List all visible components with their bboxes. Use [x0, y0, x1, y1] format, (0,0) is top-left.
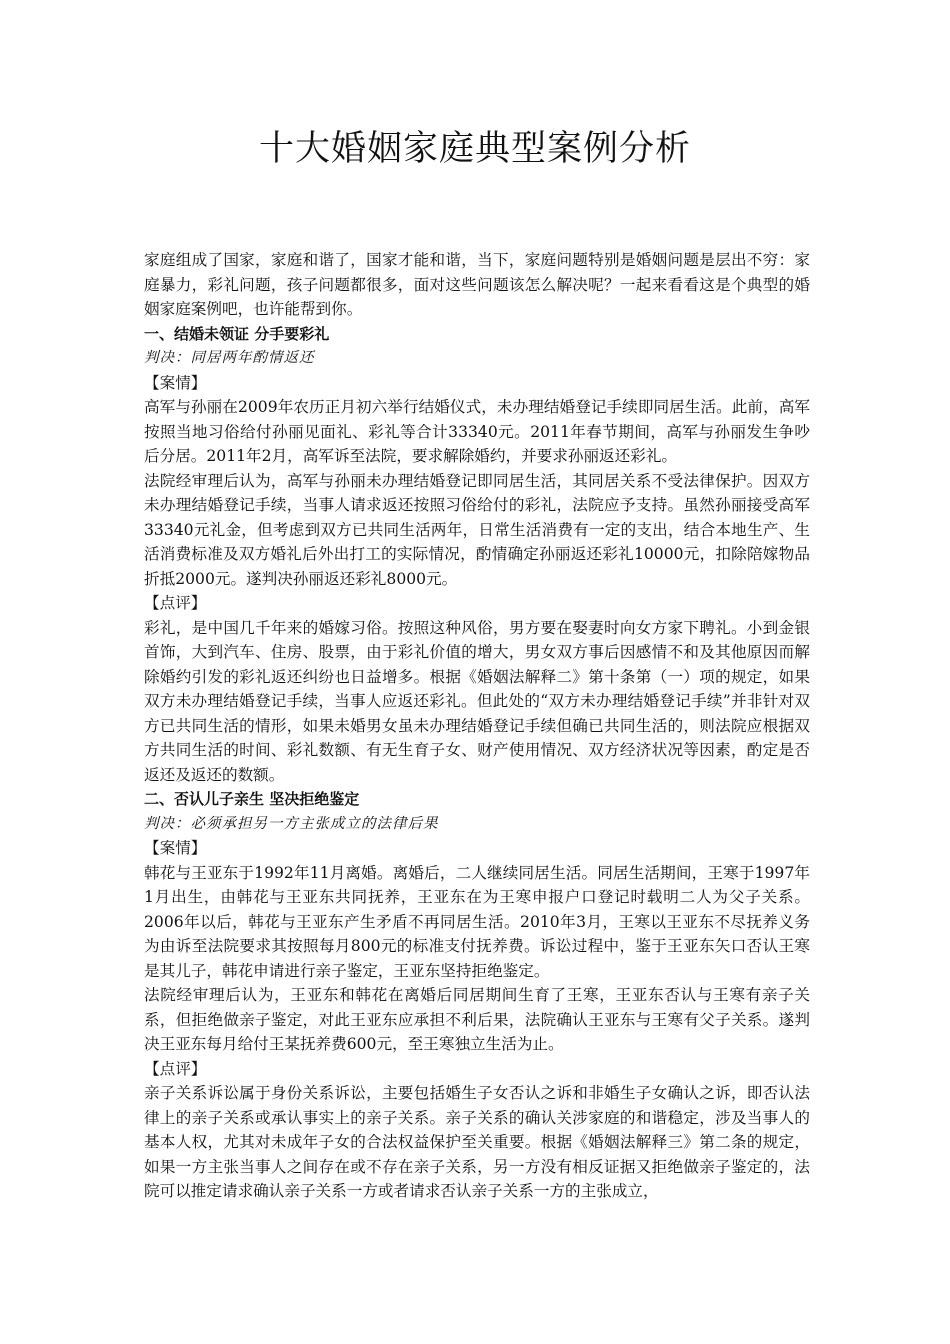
case-1-facts-label: 【案情】: [144, 373, 207, 392]
case-1-heading: 一、结婚未领证 分手要彩礼: [144, 324, 330, 343]
case-2-facts-paragraph-2: 法院经审理后认为，王亚东和韩花在离婚后同居期间生育了王寒，王亚东否认与王寒有亲子关系，但拒绝做亲子鉴定，对此王亚东应承担不利后果，法院确认王亚东与王寒有父子关系。遂判决王亚东每月给付王某抚养费600元，至王寒独立生活为止。: [144, 986, 810, 1053]
case-2-comment-label: 【点评】: [144, 1059, 207, 1078]
case-2-facts-paragraph-1: 韩花与王亚东于1992年11月离婚。离婚后，二人继续同居生活。同居生活期间，王寒于1997年1月出生，由韩花与王亚东共同抚养，王亚东在为王寒申报户口登记时载明二人为父子关系。2006年以后，韩花与王亚东产生矛盾不再同居生活。2010年3月，王寒以王亚东不尽抚养义务为由诉至法院要求其按照每月800元的标准支付抚养费。诉讼过程中，鉴于王亚东矢口否认王寒是其儿子，韩花申请进行亲子鉴定，王亚东坚持拒绝鉴定。: [144, 863, 810, 980]
case-1-verdict: 判决：同居两年酌情返还: [144, 350, 315, 366]
case-1-comment-label: 【点评】: [144, 594, 207, 612]
case-2-facts-label: 【案情】: [144, 839, 207, 857]
case-2-verdict: 判决：必须承担另一方主张成立的法律后果: [144, 815, 439, 832]
case-1-comment-paragraph: 彩礼，是中国几千年来的婚嫁习俗。按照这种风俗，男方要在娶妻时向女方家下聘礼。小到金银首饰，大到汽车、住房、股票，由于彩礼价值的增大，男女双方事后因感情不和及其他原因而解除婚约引发的彩礼返还纠纷也日益增多。根据《婚姻法解释二》第十条第（一）项的规定，如果双方未办理结婚登记手续，当事人应返还彩礼。但此处的“双方未办理结婚登记手续”并非针对双方已共同生活的情形，如果未婚男女虽未办理结婚登记手续但确已共同生活的，则法院应根据双方共同生活的时间、彩礼数额、有无生育子女、财产使用情况、双方经济状况等因素，酌定是否返还及返还的数额。: [144, 618, 810, 784]
intro-paragraph: 家庭组成了国家，家庭和谐了，国家才能和谐，当下，家庭问题特别是婚姻问题是层出不穷：家庭暴力，彩礼问题，孩子问题都很多，面对这些问题该怎么解决呢？一起来看看这是个典型的婚姻家庭案例吧，也许能帮到你。: [144, 251, 810, 318]
case-1-facts-paragraph-2: 法院经审理后认为，高军与孙丽未办理结婚登记即同居生活，其同居关系不受法律保护。因双方未办理结婚登记手续，当事人请求返还按照习俗给付的彩礼，法院应予支持。虽然孙丽接受高军33340元礼金，但考虑到双方已共同生活两年，日常生活消费有一定的支出，结合本地生产、生活消费标准及双方婚礼后外出打工的实际情况，酌情确定孙丽返还彩礼10000元，扣除陪嫁物品折抵2000元。遂判决孙丽返还彩礼8000元。: [144, 471, 810, 588]
case-2-heading: 二、否认儿子亲生 坚决拒绝鉴定: [144, 790, 360, 808]
case-2-comment-paragraph: 亲子关系诉讼属于身份关系诉讼，主要包括婚生子女否认之诉和非婚生子女确认之诉，即否认法律上的亲子关系或承认事实上的亲子关系。亲子关系的确认关涉家庭的和谐稳定，涉及当事人的基本人权，尤其对未成年子女的合法权益保护至关重要。根据《婚姻法解释三》第二条的规定，如果一方主张当事人之间存在或不存在亲子关系，另一方没有相反证据又拒绝做亲子鉴定的，法院可以推定请求确认亲子关系一方或者请求否认亲子关系一方的主张成立，: [144, 1084, 810, 1200]
case-1-facts-paragraph-1: 高军与孙丽在2009年农历正月初六举行结婚仪式，未办理结婚登记手续即同居生活。此前，高军按照当地习俗给付孙丽见面礼、彩礼等合计33340元。2011年春节期间，高军与孙丽发生争吵后分居。2011年2月，高军诉至法院，要求解除婚约，并要求孙丽返还彩礼。: [144, 398, 810, 465]
document-body: [144, 248, 810, 1204]
page-title: 十大婚姻家庭典型案例分析: [258, 129, 691, 169]
